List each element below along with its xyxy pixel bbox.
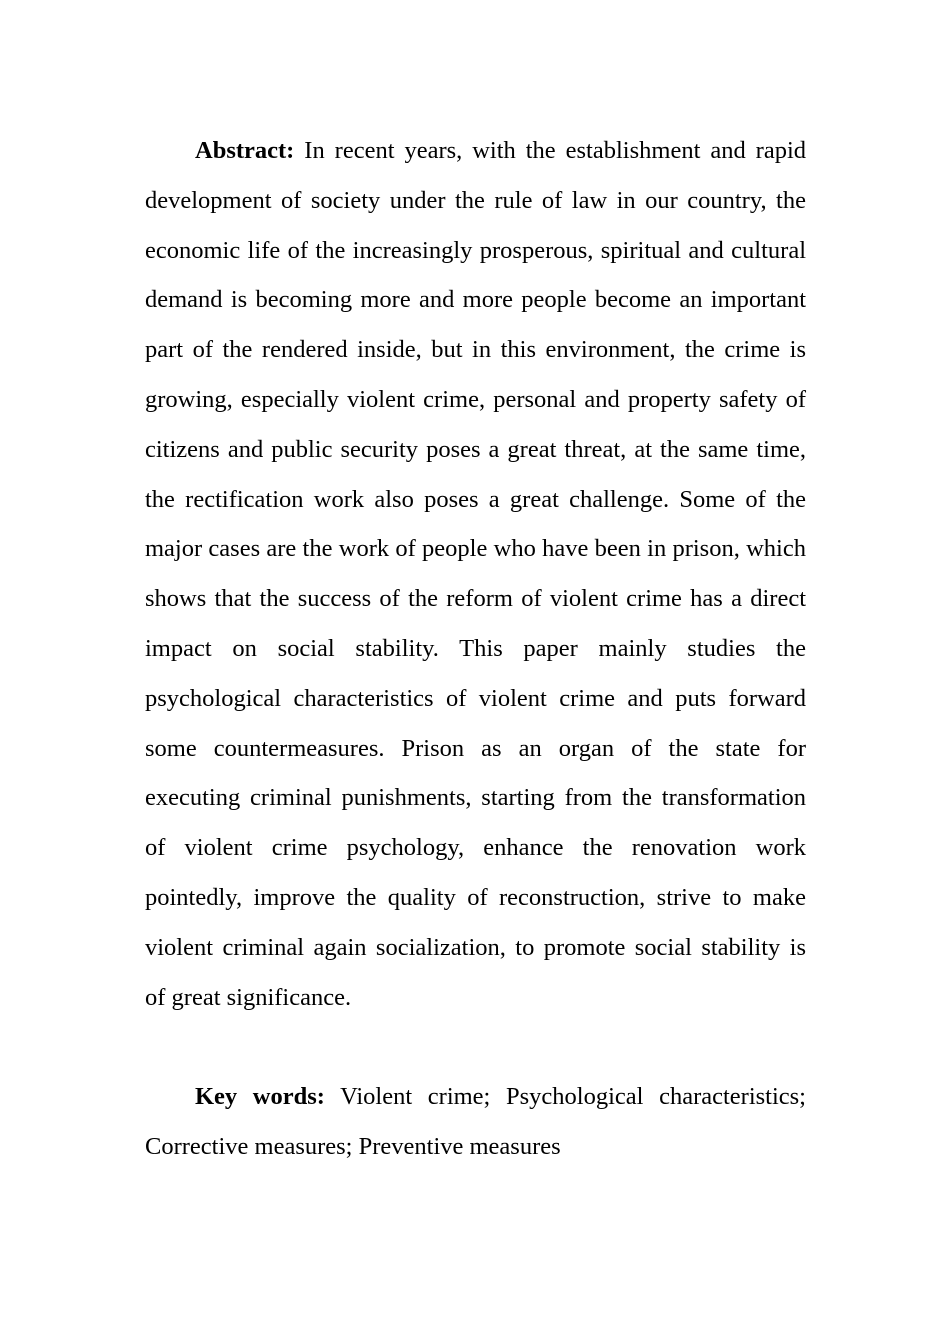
paragraph-spacer <box>145 1022 806 1072</box>
keywords-label: Key words: <box>195 1083 325 1111</box>
document-page <box>145 126 806 1172</box>
abstract-paragraph <box>145 126 806 1022</box>
abstract-text: In recent years, with the establishment and rapid development of society under the rule of law in our country, the economic life of the increasingly prosperous, spiritual and cultural demand is becoming more and more people become an important part of the rendered inside, but in this environment, the crime is growing, especially violent crime, personal and property safety of citizens and public security poses a great threat, at the same time, the rectification work also poses a great challenge. Some of the major cases are the work of people who have been in prison, which shows that the success of the reform of violent crime has a direct impact on social stability. This paper mainly studies the psychological characteristics of violent crime and puts forward some countermeasures. Prison as an organ of the state for executing criminal punishments, starting from the transformation of violent crime psychology, enhance the renovation work pointedly, improve the quality of reconstruction, strive to make violent criminal again socialization, to promote social stability is of great significance. <box>145 137 807 1011</box>
keywords-text: Violent crime; Psychological characteristics; Corrective measures; Preventive measures <box>145 1083 806 1160</box>
keywords-paragraph <box>145 1072 806 1172</box>
abstract-label: Abstract: <box>195 137 295 164</box>
